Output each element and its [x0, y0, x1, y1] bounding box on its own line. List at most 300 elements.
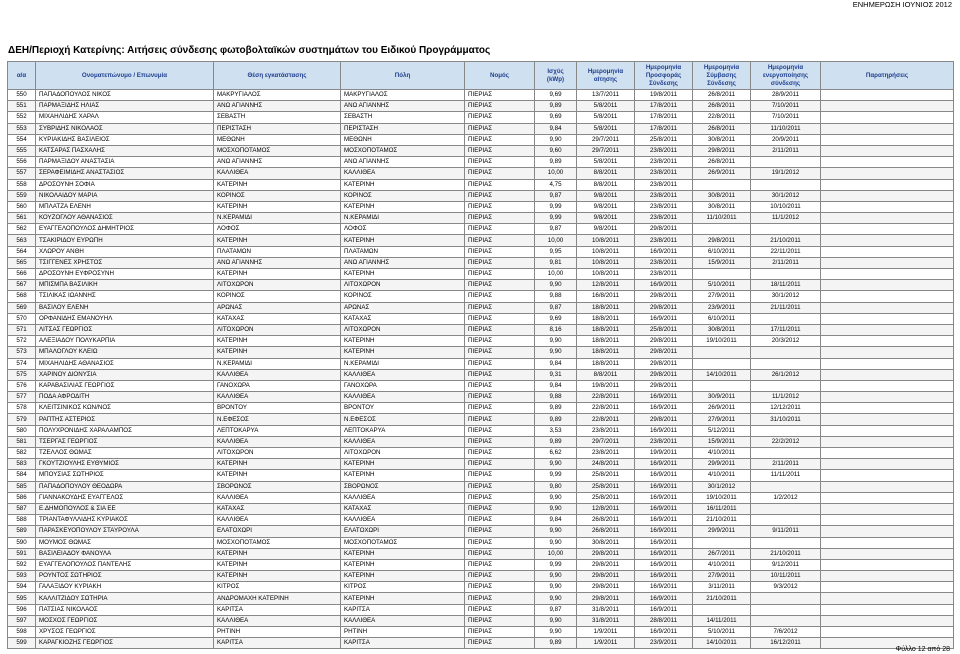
- cell-prefecture: ΠΙΕΡΙΑΣ: [465, 571, 535, 582]
- cell-prefecture: ΠΙΕΡΙΑΣ: [465, 604, 535, 615]
- cell-city: ΑΝΩ ΑΓΙΑΝΝΗΣ: [341, 257, 465, 268]
- table-row: [8, 313, 954, 324]
- cell-application-date: 25/8/2011: [577, 470, 635, 481]
- cell-remarks: [821, 503, 954, 514]
- cell-aa: 556: [8, 157, 36, 168]
- cell-aa: 598: [8, 627, 36, 638]
- cell-power: 8,16: [535, 324, 577, 335]
- cell-name: ΠΑΡΜΑΞΙΔΟΥ ΑΝΑΣΤΑΣΙΑ: [36, 157, 214, 168]
- cell-power: 9,89: [535, 638, 577, 649]
- cell-offer-date: 23/8/2011: [635, 213, 693, 224]
- col-header-contract-date: Ημερομηνία Σύμβασης Σύνδεσης: [693, 62, 751, 90]
- cell-remarks: [821, 168, 954, 179]
- cell-city: ΚΑΤΕΡΙΝΗ: [341, 571, 465, 582]
- cell-offer-date: 17/8/2011: [635, 112, 693, 123]
- cell-city: ΚΑΡΙΤΣΑ: [341, 638, 465, 649]
- cell-prefecture: ΠΙΕΡΙΑΣ: [465, 201, 535, 212]
- cell-power: 9,69: [535, 90, 577, 101]
- cell-location: ΚΑΤΕΡΙΝΗ: [214, 559, 341, 570]
- cell-contract-date: 29/8/2011: [693, 145, 751, 156]
- cell-offer-date: 23/8/2011: [635, 179, 693, 190]
- cell-city: ΚΑΤΕΡΙΝΗ: [341, 559, 465, 570]
- cell-prefecture: ΠΙΕΡΙΑΣ: [465, 470, 535, 481]
- cell-power: 9,90: [535, 627, 577, 638]
- cell-aa: 570: [8, 313, 36, 324]
- cell-offer-date: 16/9/2011: [635, 313, 693, 324]
- cell-offer-date: 16/9/2011: [635, 246, 693, 257]
- table-row: [8, 269, 954, 280]
- cell-aa: 571: [8, 324, 36, 335]
- cell-name: ΑΛΕΞΙΑΔΟΥ ΠΟΛΥΚΑΡΠΙΑ: [36, 336, 214, 347]
- cell-city: ΚΑΛΛΙΘΕΑ: [341, 369, 465, 380]
- cell-activation-date: 19/1/2012: [751, 168, 821, 179]
- cell-remarks: [821, 436, 954, 447]
- cell-location: ΜΟΣΧΟΠΟΤΑΜΟΣ: [214, 145, 341, 156]
- cell-city: ΚΑΡΙΤΣΑ: [341, 604, 465, 615]
- cell-activation-date: 9/11/2011: [751, 526, 821, 537]
- cell-offer-date: 16/9/2011: [635, 627, 693, 638]
- cell-city: ΑΝΩ ΑΓΙΑΝΝΗΣ: [341, 157, 465, 168]
- cell-location: ΣΕΒΑΣΤΗ: [214, 112, 341, 123]
- cell-remarks: [821, 123, 954, 134]
- table-row: [8, 403, 954, 414]
- cell-remarks: [821, 548, 954, 559]
- cell-prefecture: ΠΙΕΡΙΑΣ: [465, 369, 535, 380]
- table-row: [8, 280, 954, 291]
- cell-offer-date: 23/9/2011: [635, 638, 693, 649]
- cell-name: ΕΥΑΓΓΕΛΟΠΟΥΛΟΣ ΔΗΜΗΤΡΙΟΣ: [36, 224, 214, 235]
- cell-name: ΜΙΧΑΗΛΙΔΗΣ ΧΑΡΑΛ: [36, 112, 214, 123]
- cell-prefecture: ΠΙΕΡΙΑΣ: [465, 638, 535, 649]
- cell-power: 9,90: [535, 492, 577, 503]
- cell-city: ΚΑΤΕΡΙΝΗ: [341, 336, 465, 347]
- cell-aa: 573: [8, 347, 36, 358]
- cell-name: ΜΠΟΥΣΙΑΣ ΣΩΤΗΡΙΟΣ: [36, 470, 214, 481]
- cell-remarks: [821, 470, 954, 481]
- cell-name: ΕΥΑΓΓΕΛΟΠΟΥΛΟΣ ΠΑΝΤΕΛΗΣ: [36, 559, 214, 570]
- cell-application-date: 25/8/2011: [577, 481, 635, 492]
- cell-activation-date: 22/2/2012: [751, 436, 821, 447]
- cell-contract-date: 26/8/2011: [693, 101, 751, 112]
- cell-remarks: [821, 213, 954, 224]
- cell-application-date: 10/8/2011: [577, 246, 635, 257]
- cell-application-date: 9/8/2011: [577, 224, 635, 235]
- table-header-row: [8, 62, 954, 90]
- cell-location: ΑΝΩ ΑΓΙΑΝΝΗΣ: [214, 257, 341, 268]
- cell-remarks: [821, 157, 954, 168]
- cell-prefecture: ΠΙΕΡΙΑΣ: [465, 492, 535, 503]
- cell-prefecture: ΠΙΕΡΙΑΣ: [465, 190, 535, 201]
- page-title: ΔΕΗ/Περιοχή Κατερίνης: Αιτήσεις σύνδεσης φωτοβολταϊκών συστημάτων του Ειδικού Προγράμματος: [8, 45, 491, 56]
- cell-aa: 578: [8, 403, 36, 414]
- cell-contract-date: 16/11/2011: [693, 503, 751, 514]
- table-row: [8, 425, 954, 436]
- cell-prefecture: ΠΙΕΡΙΑΣ: [465, 347, 535, 358]
- cell-remarks: [821, 179, 954, 190]
- cell-application-date: 29/7/2011: [577, 134, 635, 145]
- cell-location: ΚΑΤΕΡΙΝΗ: [214, 336, 341, 347]
- cell-location: ΛΟΦΟΣ: [214, 224, 341, 235]
- cell-location: ΚΟΡΙΝΟΣ: [214, 291, 341, 302]
- cell-remarks: [821, 425, 954, 436]
- col-header-aa: α/α: [8, 62, 36, 90]
- cell-activation-date: 21/11/2011: [751, 302, 821, 313]
- cell-city: ΕΛΑΤΟΧΩΡΙ: [341, 526, 465, 537]
- cell-activation-date: 20/9/2011: [751, 134, 821, 145]
- cell-activation-date: [751, 593, 821, 604]
- cell-name: ΤΣΙΓΓΕΝΕΣ ΧΡΗΣΤΟΣ: [36, 257, 214, 268]
- cell-prefecture: ΠΙΕΡΙΑΣ: [465, 324, 535, 335]
- cell-location: ΚΑΤΕΡΙΝΗ: [214, 269, 341, 280]
- cell-location: ΚΑΤΕΡΙΝΗ: [214, 459, 341, 470]
- cell-name: ΤΣΕΡΓΑΣ ΓΕΩΡΓΙΟΣ: [36, 436, 214, 447]
- cell-remarks: [821, 190, 954, 201]
- cell-power: 9,89: [535, 436, 577, 447]
- cell-offer-date: 29/8/2011: [635, 302, 693, 313]
- cell-name: ΚΑΡΑΒΑΣΙΛΙΑΣ ΓΕΩΡΓΙΟΣ: [36, 380, 214, 391]
- cell-aa: 591: [8, 548, 36, 559]
- cell-contract-date: 29/9/2011: [693, 526, 751, 537]
- cell-activation-date: 16/12/2011: [751, 638, 821, 649]
- cell-power: 9,90: [535, 134, 577, 145]
- cell-location: ΚΟΡΙΝΟΣ: [214, 190, 341, 201]
- cell-location: ΠΛΑΤΑΜΩΝ: [214, 246, 341, 257]
- table-row: [8, 90, 954, 101]
- cell-power: 9,84: [535, 515, 577, 526]
- cell-city: ΚΑΤΕΡΙΝΗ: [341, 201, 465, 212]
- cell-activation-date: [751, 537, 821, 548]
- cell-activation-date: 26/1/2012: [751, 369, 821, 380]
- cell-activation-date: 22/11/2011: [751, 246, 821, 257]
- cell-aa: 582: [8, 448, 36, 459]
- cell-aa: 560: [8, 201, 36, 212]
- cell-location: ΚΑΛΛΙΘΕΑ: [214, 436, 341, 447]
- cell-name: ΤΡΙΑΝΤΑΦΥΛΛΙΔΗΣ ΚΥΡΙΑΚΟΣ: [36, 515, 214, 526]
- table-row: [8, 515, 954, 526]
- cell-location: ΚΑΤΕΡΙΝΗ: [214, 347, 341, 358]
- cell-application-date: 18/8/2011: [577, 347, 635, 358]
- cell-contract-date: 26/8/2011: [693, 90, 751, 101]
- cell-location: ΑΝΩ ΑΓΙΑΝΝΗΣ: [214, 157, 341, 168]
- cell-power: 9,69: [535, 112, 577, 123]
- cell-activation-date: 9/12/2011: [751, 559, 821, 570]
- cell-prefecture: ΠΙΕΡΙΑΣ: [465, 145, 535, 156]
- cell-activation-date: 11/1/2012: [751, 392, 821, 403]
- cell-location: ΑΝΩ ΑΓΙΑΝΝΗΣ: [214, 101, 341, 112]
- cell-city: ΓΑΝΟΧΩΡΑ: [341, 380, 465, 391]
- cell-name: ΤΣΙΛΙΚΑΣ ΙΩΑΝΝΗΣ: [36, 291, 214, 302]
- cell-prefecture: ΠΙΕΡΙΑΣ: [465, 627, 535, 638]
- cell-prefecture: ΠΙΕΡΙΑΣ: [465, 548, 535, 559]
- cell-activation-date: 10/10/2011: [751, 201, 821, 212]
- cell-application-date: 29/8/2011: [577, 571, 635, 582]
- cell-application-date: 29/8/2011: [577, 582, 635, 593]
- cell-aa: 594: [8, 582, 36, 593]
- col-header-city: Πόλη: [341, 62, 465, 90]
- cell-prefecture: ΠΙΕΡΙΑΣ: [465, 224, 535, 235]
- cell-location: ΚΑΛΛΙΘΕΑ: [214, 615, 341, 626]
- table-body: [8, 90, 954, 649]
- cell-name: ΠΑΤΣΙΑΣ ΝΙΚΟΛΑΟΣ: [36, 604, 214, 615]
- cell-location: ΚΙΤΡΟΣ: [214, 582, 341, 593]
- cell-city: ΚΑΤΕΡΙΝΗ: [341, 235, 465, 246]
- cell-aa: 559: [8, 190, 36, 201]
- table-row: [8, 157, 954, 168]
- cell-application-date: 18/8/2011: [577, 302, 635, 313]
- table-row: [8, 179, 954, 190]
- cell-aa: 599: [8, 638, 36, 649]
- cell-contract-date: 19/10/2011: [693, 336, 751, 347]
- cell-aa: 569: [8, 302, 36, 313]
- cell-contract-date: 29/8/2011: [693, 235, 751, 246]
- cell-offer-date: 23/8/2011: [635, 157, 693, 168]
- cell-offer-date: 23/8/2011: [635, 269, 693, 280]
- cell-offer-date: 16/9/2011: [635, 593, 693, 604]
- cell-power: 3,53: [535, 425, 577, 436]
- cell-offer-date: 16/9/2011: [635, 425, 693, 436]
- cell-activation-date: 21/10/2011: [751, 235, 821, 246]
- cell-remarks: [821, 145, 954, 156]
- cell-offer-date: 17/8/2011: [635, 123, 693, 134]
- cell-remarks: [821, 414, 954, 425]
- cell-city: ΚΑΤΕΡΙΝΗ: [341, 593, 465, 604]
- cell-activation-date: 17/11/2011: [751, 324, 821, 335]
- table-row: [8, 168, 954, 179]
- cell-location: Ν.ΕΦΕΣΟΣ: [214, 414, 341, 425]
- cell-location: ΡΗΤΙΝΗ: [214, 627, 341, 638]
- cell-aa: 575: [8, 369, 36, 380]
- cell-power: 9,69: [535, 313, 577, 324]
- cell-aa: 592: [8, 559, 36, 570]
- table-row: [8, 627, 954, 638]
- cell-power: 9,89: [535, 157, 577, 168]
- cell-city: ΚΑΛΛΙΘΕΑ: [341, 168, 465, 179]
- table-row: [8, 246, 954, 257]
- cell-city: Ν.ΕΦΕΣΟΣ: [341, 414, 465, 425]
- cell-power: 9,90: [535, 280, 577, 291]
- cell-application-date: 19/8/2011: [577, 380, 635, 391]
- cell-application-date: 10/8/2011: [577, 235, 635, 246]
- cell-application-date: 31/8/2011: [577, 615, 635, 626]
- cell-name: ΠΟΔΑ ΑΦΡΟΔΙΤΗ: [36, 392, 214, 403]
- cell-name: ΜΠΑΛΟΓΛΟΥ ΚΛΕΙΩ: [36, 347, 214, 358]
- cell-contract-date: 26/8/2011: [693, 123, 751, 134]
- cell-application-date: 24/8/2011: [577, 459, 635, 470]
- cell-remarks: [821, 593, 954, 604]
- cell-power: 4,75: [535, 179, 577, 190]
- cell-offer-date: 16/9/2011: [635, 604, 693, 615]
- cell-aa: 562: [8, 224, 36, 235]
- cell-application-date: 26/8/2011: [577, 515, 635, 526]
- table-row: [8, 213, 954, 224]
- cell-remarks: [821, 515, 954, 526]
- cell-activation-date: [751, 347, 821, 358]
- cell-application-date: 23/8/2011: [577, 448, 635, 459]
- cell-power: 9,87: [535, 190, 577, 201]
- cell-offer-date: 19/9/2011: [635, 448, 693, 459]
- cell-contract-date: 27/9/2011: [693, 414, 751, 425]
- cell-location: ΛΙΤΟΧΩΡΟΝ: [214, 280, 341, 291]
- cell-name: ΝΙΚΟΛΑΙΔΟΥ ΜΑΡΙΑ: [36, 190, 214, 201]
- cell-name: ΠΑΡΑΣΚΕΥΟΠΟΥΛΟΥ ΣΤΑΥΡΟΥΛΑ: [36, 526, 214, 537]
- cell-prefecture: ΠΙΕΡΙΑΣ: [465, 615, 535, 626]
- cell-power: 6,62: [535, 448, 577, 459]
- cell-prefecture: ΠΙΕΡΙΑΣ: [465, 593, 535, 604]
- cell-application-date: 5/8/2011: [577, 101, 635, 112]
- cell-contract-date: 30/8/2011: [693, 190, 751, 201]
- cell-application-date: 18/8/2011: [577, 336, 635, 347]
- cell-prefecture: ΠΙΕΡΙΑΣ: [465, 515, 535, 526]
- table-row: [8, 481, 954, 492]
- cell-contract-date: [693, 380, 751, 391]
- cell-activation-date: 2/11/2011: [751, 257, 821, 268]
- table-row: [8, 638, 954, 649]
- table-row: [8, 526, 954, 537]
- cell-aa: 579: [8, 414, 36, 425]
- cell-application-date: 10/8/2011: [577, 257, 635, 268]
- update-date: ΕΝΗΜΕΡΩΣΗ ΙΟΥΝΙΟΣ 2012: [852, 0, 952, 9]
- table-row: [8, 123, 954, 134]
- cell-activation-date: [751, 358, 821, 369]
- cell-city: ΚΑΤΕΡΙΝΗ: [341, 459, 465, 470]
- cell-remarks: [821, 627, 954, 638]
- cell-name: Ε.ΔΗΜΟΠΟΥΛΟΣ & ΣΙΑ ΕΕ: [36, 503, 214, 514]
- cell-application-date: 25/8/2011: [577, 492, 635, 503]
- cell-application-date: 9/8/2011: [577, 190, 635, 201]
- cell-power: 9,81: [535, 257, 577, 268]
- cell-power: 9,88: [535, 392, 577, 403]
- table-row: [8, 291, 954, 302]
- cell-application-date: 18/8/2011: [577, 313, 635, 324]
- cell-remarks: [821, 358, 954, 369]
- cell-application-date: 9/8/2011: [577, 213, 635, 224]
- cell-remarks: [821, 257, 954, 268]
- cell-application-date: 29/8/2011: [577, 593, 635, 604]
- cell-remarks: [821, 246, 954, 257]
- cell-location: ΕΛΑΤΟΧΩΡΙ: [214, 526, 341, 537]
- cell-location: ΚΑΤΕΡΙΝΗ: [214, 470, 341, 481]
- cell-power: 9,87: [535, 302, 577, 313]
- cell-aa: 572: [8, 336, 36, 347]
- cell-name: ΜΟΣΧΟΣ ΓΕΩΡΓΙΟΣ: [36, 615, 214, 626]
- cell-contract-date: 19/10/2011: [693, 492, 751, 503]
- cell-remarks: [821, 280, 954, 291]
- cell-contract-date: 5/12/2011: [693, 425, 751, 436]
- cell-application-date: 18/8/2011: [577, 358, 635, 369]
- cell-offer-date: 23/8/2011: [635, 145, 693, 156]
- cell-application-date: 1/9/2011: [577, 638, 635, 649]
- cell-application-date: 31/8/2011: [577, 604, 635, 615]
- cell-city: ΚΑΤΑΧΑΣ: [341, 313, 465, 324]
- cell-location: ΚΑΤΕΡΙΝΗ: [214, 201, 341, 212]
- cell-offer-date: 29/8/2011: [635, 369, 693, 380]
- cell-name: ΠΑΠΑΔΟΠΟΥΛΟΥ ΘΕΟΔΩΡΑ: [36, 481, 214, 492]
- table-row: [8, 302, 954, 313]
- cell-prefecture: ΠΙΕΡΙΑΣ: [465, 313, 535, 324]
- col-header-offer-date: Ημερομηνία Προσφοράς Σύνδεσης: [635, 62, 693, 90]
- cell-city: ΛΙΤΟΧΩΡΟΝ: [341, 280, 465, 291]
- cell-contract-date: 14/10/2011: [693, 369, 751, 380]
- cell-activation-date: 30/1/2012: [751, 291, 821, 302]
- cell-application-date: 12/8/2011: [577, 503, 635, 514]
- cell-activation-date: [751, 615, 821, 626]
- cell-city: ΚΑΤΕΡΙΝΗ: [341, 179, 465, 190]
- cell-aa: 596: [8, 604, 36, 615]
- cell-power: 9,87: [535, 224, 577, 235]
- cell-contract-date: 27/9/2011: [693, 291, 751, 302]
- cell-prefecture: ΠΙΕΡΙΑΣ: [465, 559, 535, 570]
- cell-prefecture: ΠΙΕΡΙΑΣ: [465, 157, 535, 168]
- table-row: [8, 101, 954, 112]
- table-row: [8, 134, 954, 145]
- cell-offer-date: 25/8/2011: [635, 134, 693, 145]
- cell-power: 9,95: [535, 246, 577, 257]
- table-row: [8, 257, 954, 268]
- cell-activation-date: [751, 503, 821, 514]
- cell-aa: 597: [8, 615, 36, 626]
- cell-city: ΑΝΩ ΑΓΙΑΝΝΗΣ: [341, 101, 465, 112]
- cell-contract-date: 15/9/2011: [693, 257, 751, 268]
- cell-application-date: 5/8/2011: [577, 123, 635, 134]
- cell-name: ΚΑΡΑΓΚΙΟΖΗΣ ΓΕΩΡΓΙΟΣ: [36, 638, 214, 649]
- cell-activation-date: 28/9/2011: [751, 90, 821, 101]
- cell-contract-date: 21/10/2011: [693, 593, 751, 604]
- table-row: [8, 615, 954, 626]
- cell-city: ΚΟΡΙΝΟΣ: [341, 190, 465, 201]
- cell-location: ΜΑΚΡΥΓΙΑΛΟΣ: [214, 90, 341, 101]
- cell-offer-date: 29/8/2011: [635, 291, 693, 302]
- cell-power: 9,31: [535, 369, 577, 380]
- cell-power: 10,00: [535, 548, 577, 559]
- table-row: [8, 201, 954, 212]
- cell-aa: 574: [8, 358, 36, 369]
- cell-application-date: 8/8/2011: [577, 168, 635, 179]
- table-row: [8, 593, 954, 604]
- cell-contract-date: 29/9/2011: [693, 459, 751, 470]
- cell-power: 9,84: [535, 358, 577, 369]
- cell-name: ΡΑΠΤΗΣ ΑΣΤΕΡΙΟΣ: [36, 414, 214, 425]
- cell-application-date: 29/8/2011: [577, 548, 635, 559]
- cell-aa: 583: [8, 459, 36, 470]
- cell-power: 9,89: [535, 414, 577, 425]
- cell-contract-date: 26/9/2011: [693, 168, 751, 179]
- cell-application-date: 16/8/2011: [577, 291, 635, 302]
- cell-city: ΛΕΠΤΟΚΑΡΥΑ: [341, 425, 465, 436]
- cell-prefecture: ΠΙΕΡΙΑΣ: [465, 246, 535, 257]
- cell-power: 9,89: [535, 101, 577, 112]
- cell-aa: 561: [8, 213, 36, 224]
- table-row: [8, 459, 954, 470]
- cell-aa: 565: [8, 257, 36, 268]
- cell-power: 9,84: [535, 123, 577, 134]
- cell-activation-date: [751, 448, 821, 459]
- col-header-location: Θέση εγκατάστασης: [214, 62, 341, 90]
- cell-name: ΓΙΑΝΝΑΚΟΥΔΗΣ ΕΥΑΓΓΕΛΟΣ: [36, 492, 214, 503]
- cell-name: ΜΠΙΣΜΠΑ ΒΑΣΙΛΙΚΗ: [36, 280, 214, 291]
- table-row: [8, 358, 954, 369]
- cell-application-date: 29/7/2011: [577, 436, 635, 447]
- table-row: [8, 492, 954, 503]
- cell-application-date: 12/8/2011: [577, 280, 635, 291]
- cell-city: ΚΑΛΛΙΘΕΑ: [341, 436, 465, 447]
- table-row: [8, 537, 954, 548]
- cell-contract-date: 5/10/2011: [693, 280, 751, 291]
- cell-activation-date: 9/3/2012: [751, 582, 821, 593]
- cell-location: ΚΑΛΛΙΘΕΑ: [214, 168, 341, 179]
- cell-remarks: [821, 459, 954, 470]
- cell-prefecture: ΠΙΕΡΙΑΣ: [465, 112, 535, 123]
- cell-application-date: 29/7/2011: [577, 145, 635, 156]
